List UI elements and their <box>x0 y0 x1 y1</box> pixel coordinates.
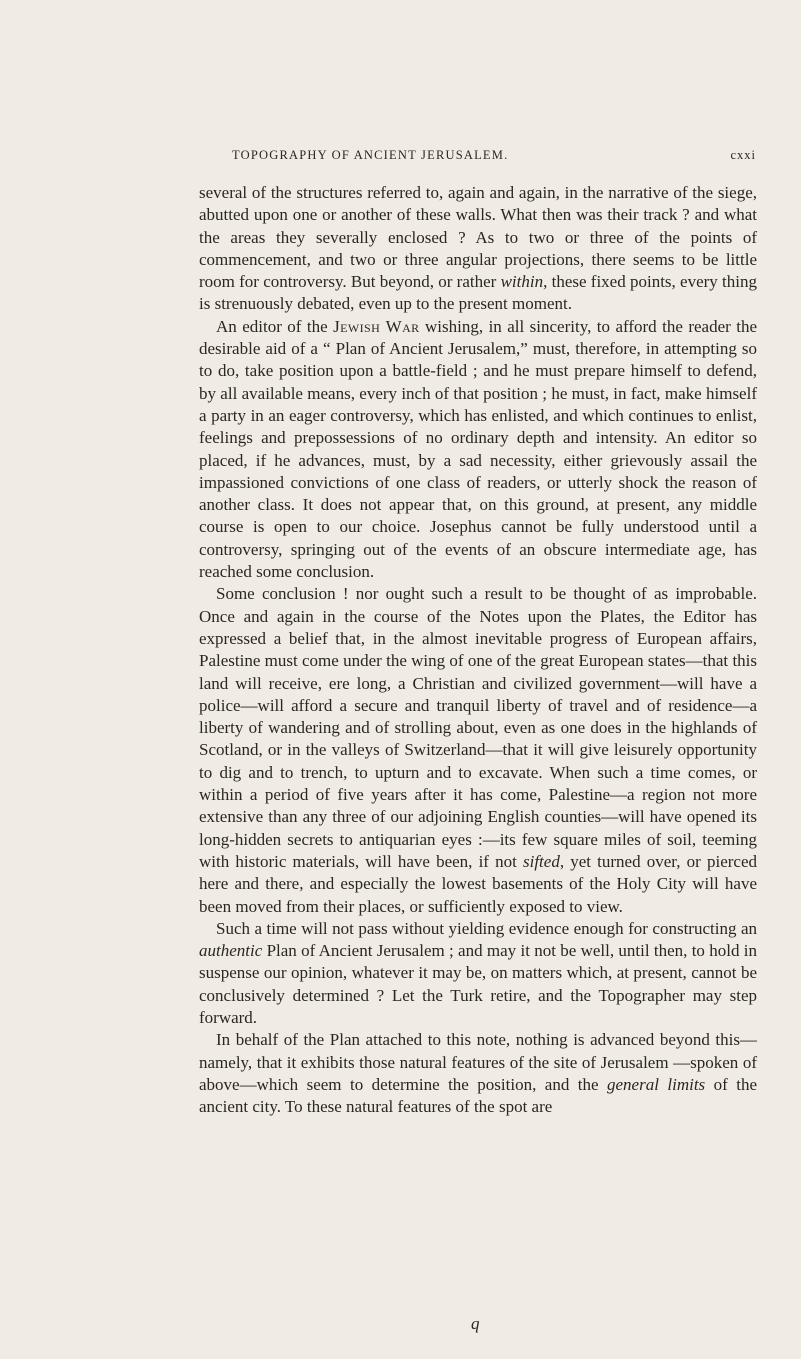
paragraph-4-text-b: Plan of Ancient Jerusalem ; and may it not be well, until then, to hold in suspense our opinion, whatever it may be, on matters which, at present, cannot be conclusively determined ? Let the Turk retire, and the Topographer may step forward. <box>199 941 757 1027</box>
running-title: TOPOGRAPHY OF ANCIENT JERUSALEM. <box>232 148 509 162</box>
paragraph-2-text-b: wishing, in all sincerity, to afford the reader the desirable aid of a “ Plan of Ancient Jerusalem,” must, therefore, in attempting so to do, take position upon a battle-field ; and he must prepare himself to defend, by all available means, every inch of that position ; he must, in fact, make himself a party in an eager controversy, which has enlisted, and which continues to enlist, feelings and prepossessions of no ordinary depth and intensity. An editor so placed, if he advances, must, by a sad necessity, either grievously assail the impassioned convictions of one class of readers, or utterly shock the reason of another class. It does not appear that, on this ground, at present, any middle course is open to our choice. Josephus cannot be fully understood until a controversy, springing out of the events of an obscure intermediate age, has reached some conclusion. <box>199 316 757 582</box>
paragraph-1 <box>199 182 757 316</box>
paragraph-2-book-title: Jewish War <box>333 316 420 336</box>
body-text <box>199 182 757 1118</box>
page-number: cxxi <box>730 148 756 162</box>
paragraph-4 <box>199 918 757 1029</box>
paragraph-2 <box>199 316 757 584</box>
running-head <box>232 148 756 168</box>
signature-mark: q <box>471 1314 480 1333</box>
paragraph-2-text-a: An editor of the <box>216 316 334 336</box>
paragraph-5-text-b: of the ancient city. To these natural features of the spot are <box>199 1074 758 1117</box>
paragraph-3-text-a: Some conclusion ! nor ought such a result to be thought of as improbable. Once and again in the course of the Notes upon the Plates, the Editor has expressed a belief that, in the almost inevitable progress of European affairs, Palestine must come under the wing of one of the great European states—that this land will receive, ere long, a Christian and civilized government—will have a police—will afford a secure and tranquil liberty of travel and of residence—a liberty of wandering and of strolling about, even as one does in the highlands of Scotland, or in the valleys of Switzerland—that it will give leisurely opportunity to dig and to trench, to upturn and to excavate. When such a time comes, or within a period of five years after it has come, Palestine—a region not more extensive than any three of our adjoining English counties—will have opened its long-hidden secrets to antiquarian eyes :—its few square miles of soil, teeming with historic materials, will have been, if not <box>199 584 757 871</box>
paragraph-3 <box>199 583 757 917</box>
paragraph-4-text-a: Such a time will not pass without yielding evidence enough for constructing an <box>216 918 757 938</box>
paragraph-1-text-a: several of the structures referred to, again and again, in the narrative of the siege, abutted upon one or another of these walls. What then was their track ? and what the areas they severally enclosed ? As to two or three of the points of commencement, and two or three angular projections, there seems to be little room for controversy. But beyond, or rather <box>199 183 757 292</box>
paragraph-5-text-a: In behalf of the Plan attached to this note, nothing is advanced beyond this—namely, that it exhibits those natural features of the site of Jerusalem —spoken of above—which seem to determine the position, and the <box>199 1030 757 1094</box>
paragraph-3-text-b: , yet turned over, or pierced here and there, and especially the lowest basements of the Holy City will have been moved from their places, or sufficiently exposed to view. <box>199 851 757 916</box>
paragraph-5-emphasis: general limits <box>607 1074 706 1094</box>
paragraph-1-emphasis: within <box>500 272 544 292</box>
paragraph-1-text-b: , these fixed points, every thing is strenuously debated, even up to the present moment. <box>199 272 758 314</box>
paragraph-5 <box>199 1029 757 1118</box>
paragraph-3-emphasis: sifted <box>522 851 560 871</box>
paragraph-4-emphasis: authentic <box>199 941 263 961</box>
